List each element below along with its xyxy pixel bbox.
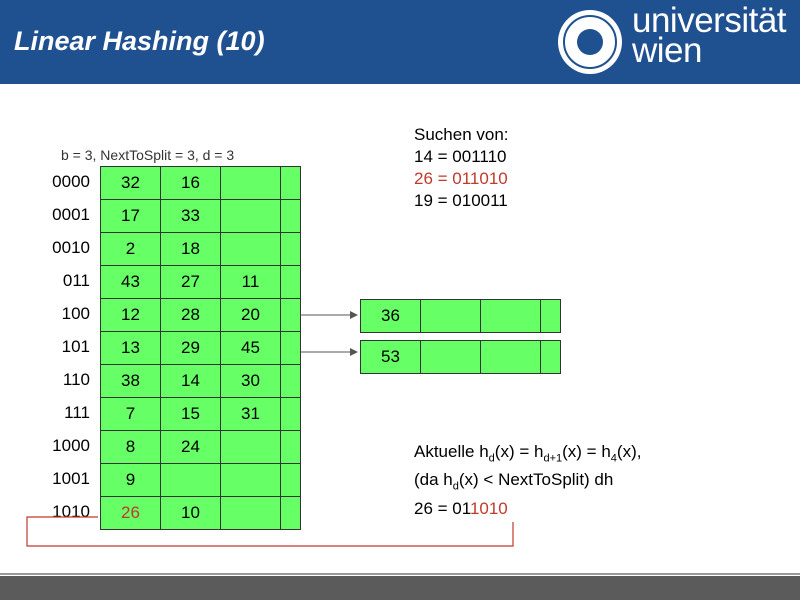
bucket-slot: 20 bbox=[220, 298, 281, 332]
search-item: 19 = 010011 bbox=[414, 191, 508, 210]
bucket-slot: 12 bbox=[100, 298, 161, 332]
bucket-address-label: 110 bbox=[62, 370, 90, 389]
footer-divider bbox=[0, 573, 800, 575]
bucket-address-label: 1000 bbox=[52, 436, 90, 455]
bucket-slot: 43 bbox=[100, 265, 161, 299]
search-heading: Suchen von: bbox=[414, 125, 509, 144]
bucket-address-label: 0000 bbox=[52, 172, 90, 191]
bucket-slot: 2 bbox=[100, 232, 161, 266]
note-line-3: 26 = 011010 bbox=[414, 498, 508, 518]
bucket-slot: 31 bbox=[220, 397, 281, 431]
search-item: 14 = 001110 bbox=[414, 147, 507, 166]
bucket-slot: 16 bbox=[160, 166, 221, 200]
bucket-slot: 15 bbox=[160, 397, 221, 431]
bucket-slot: 29 bbox=[160, 331, 221, 365]
search-item: 26 = 011010 bbox=[414, 169, 508, 188]
note-line-2: (da $h_d(x)$ < NextToSplit) dh bbox=[414, 470, 614, 493]
note-line-1: Aktuelle $h_d(x) = h_{d+1}(x) = h_4(x)$, bbox=[414, 442, 642, 465]
slide-title: Linear Hashing (10) bbox=[14, 26, 265, 56]
bucket-slot: 18 bbox=[160, 232, 221, 266]
bucket-address-label: 101 bbox=[61, 337, 90, 356]
bucket-slot: 28 bbox=[160, 298, 221, 332]
bucket-slot: 13 bbox=[100, 331, 161, 365]
bucket-slot: 9 bbox=[100, 463, 161, 497]
bucket-slot: 32 bbox=[100, 166, 161, 200]
overflow-slot: 36 bbox=[360, 299, 421, 333]
bucket-address-label: 1010 bbox=[52, 502, 90, 521]
highlight-connector bbox=[27, 517, 513, 546]
logo-line-1: universität bbox=[632, 1, 787, 40]
bucket-slot: 11 bbox=[220, 265, 281, 299]
bucket-slot: 27 bbox=[160, 265, 221, 299]
logo-line-2: wien bbox=[632, 31, 702, 70]
bucket-address-label: 0010 bbox=[52, 238, 90, 257]
bucket-address-label: 1001 bbox=[52, 469, 90, 488]
footer-bar bbox=[0, 576, 800, 600]
bucket-slot: 38 bbox=[100, 364, 161, 398]
bucket-address-label: 100 bbox=[61, 304, 90, 323]
bucket-slot: 33 bbox=[160, 199, 221, 233]
bucket-slot: 17 bbox=[100, 199, 161, 233]
bucket-slot: 14 bbox=[160, 364, 221, 398]
bucket-slot: 26 bbox=[100, 496, 161, 530]
bucket-slot: 8 bbox=[100, 430, 161, 464]
bucket-slot: 7 bbox=[100, 397, 161, 431]
overflow-slot: 53 bbox=[360, 340, 421, 374]
bucket-slot: 30 bbox=[220, 364, 281, 398]
bucket-slot: 45 bbox=[220, 331, 281, 365]
bucket-slot: 10 bbox=[160, 496, 221, 530]
bucket-address-label: 011 bbox=[62, 271, 90, 290]
hash-parameters: b = 3, NextToSplit = 3, d = 3 bbox=[61, 147, 235, 163]
bucket-address-label: 111 bbox=[64, 403, 90, 422]
bucket-slot: 24 bbox=[160, 430, 221, 464]
bucket-address-label: 0001 bbox=[52, 205, 90, 224]
